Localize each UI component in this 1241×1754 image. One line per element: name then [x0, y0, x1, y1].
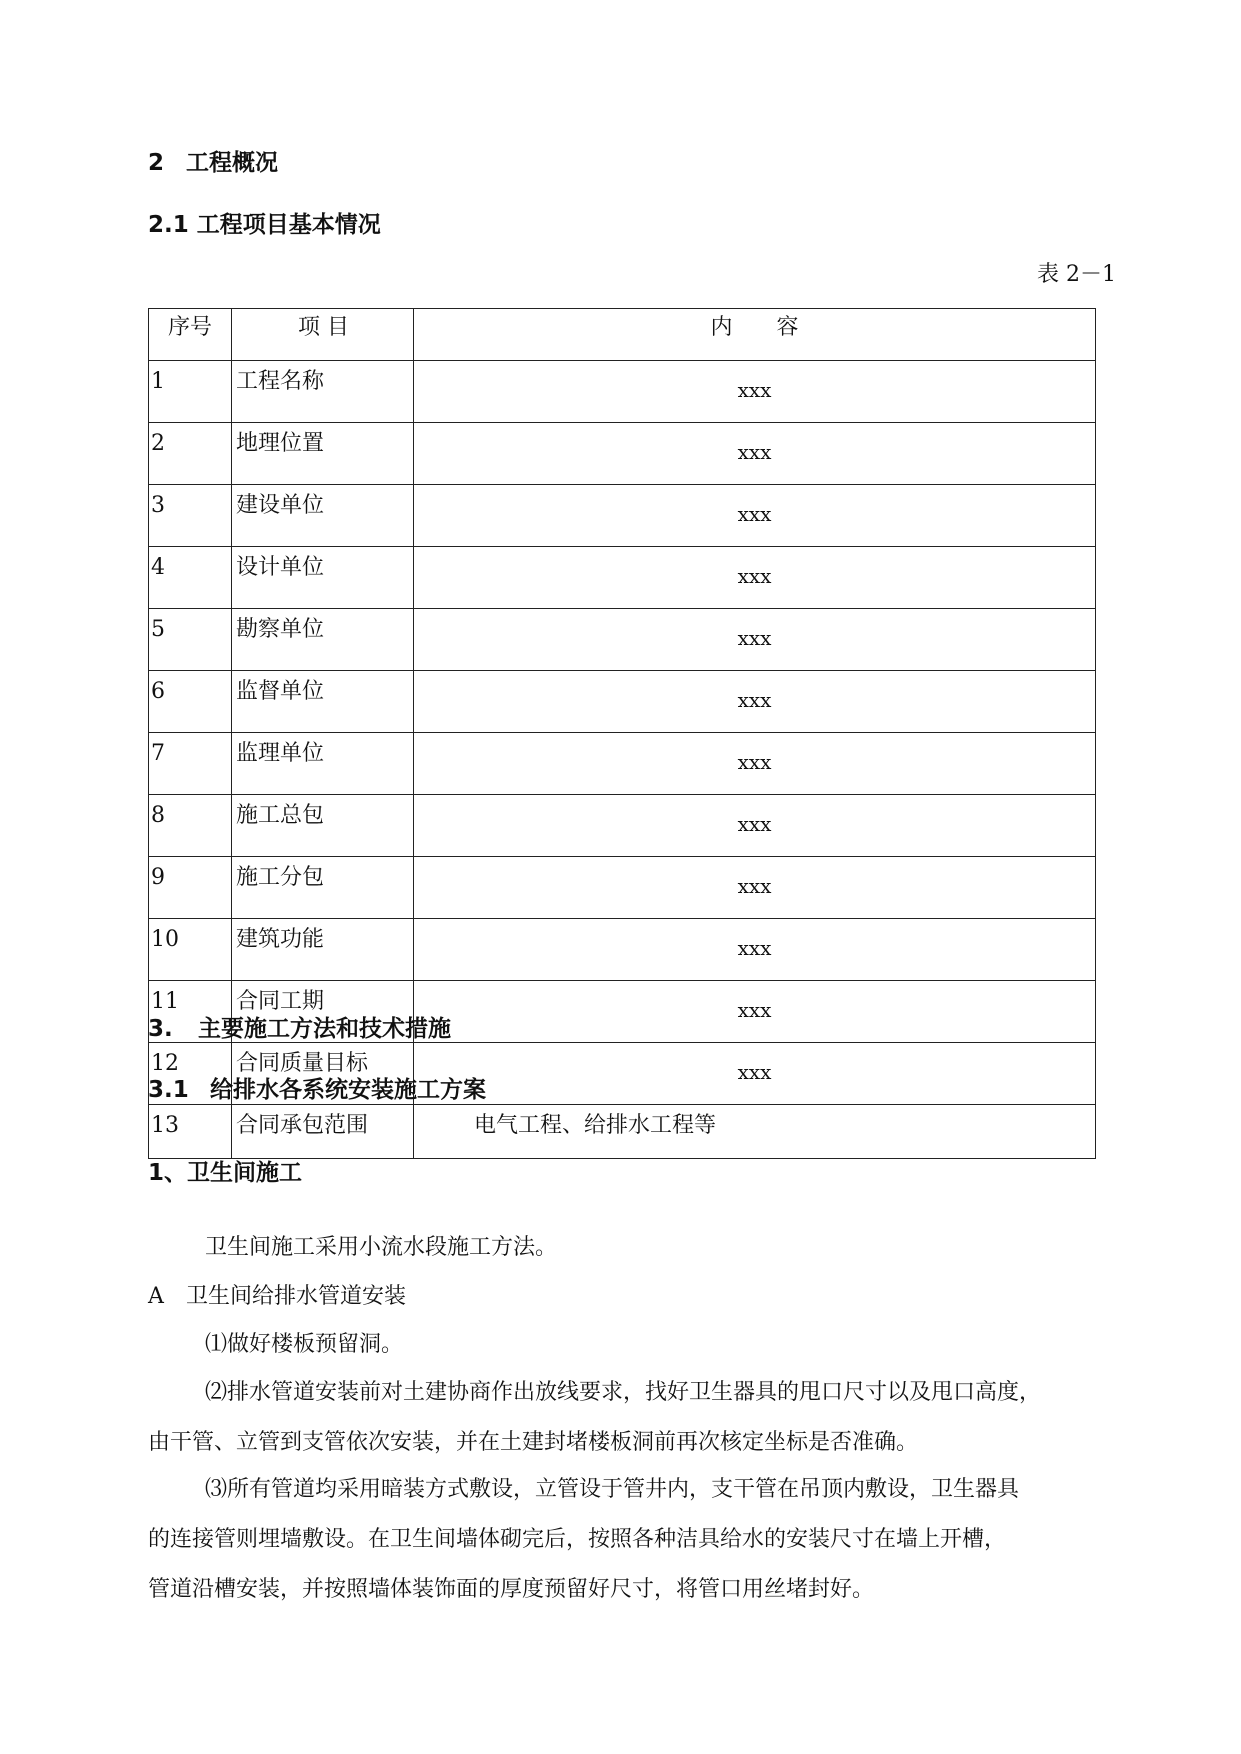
row-index-cell: 12	[149, 1043, 232, 1105]
section-2-heading	[148, 148, 278, 178]
table-header-row	[149, 309, 1096, 361]
section-title: 给排水各系统安装施工方案	[210, 1077, 486, 1103]
section-3-heading	[148, 1014, 451, 1044]
row-index-cell: 9	[149, 857, 232, 919]
section-title: 工程概况	[186, 150, 278, 176]
row-index-cell: 13	[149, 1105, 232, 1159]
item-2-paragraph	[148, 1368, 1118, 1468]
part-a-heading	[148, 1282, 406, 1312]
item-1-paragraph: ⑴做好楼板预留洞。	[205, 1332, 404, 1357]
row-index-cell: 4	[149, 547, 232, 609]
table-row	[149, 919, 1096, 981]
paragraph-line: ⑶所有管道均采用暗装方式敷设，立管设于管井内，支干管在吊顶内敷设，卫生器具	[205, 1477, 1020, 1502]
table-row	[149, 485, 1096, 547]
row-index-cell: 10	[149, 919, 232, 981]
section-number: 3.1	[148, 1077, 189, 1103]
row-content-cell: xxx	[414, 671, 1096, 733]
section-2-1-heading: 2.1 工程项目基本情况	[148, 212, 381, 238]
row-item-cell: 合同质量目标	[232, 1043, 414, 1105]
header-cell-item: 项 目	[232, 309, 414, 361]
row-item-cell: 监督单位	[232, 671, 414, 733]
paragraph-line: 的连接管则埋墙敷设。在卫生间墙体砌完后，按照各种洁具给水的安装尺寸在墙上开槽，	[148, 1527, 1007, 1552]
section-number: 3.	[148, 1016, 173, 1042]
row-index-cell: 1	[149, 361, 232, 423]
table-row	[149, 1105, 1096, 1159]
table-row	[149, 795, 1096, 857]
row-item-cell: 地理位置	[232, 423, 414, 485]
header-cell-index: 序号	[149, 309, 232, 361]
row-content-cell: xxx	[414, 919, 1096, 981]
row-item-cell: 建设单位	[232, 485, 414, 547]
table-row	[149, 671, 1096, 733]
row-index-cell: 2	[149, 423, 232, 485]
row-content-cell: 电气工程、给排水工程等	[414, 1105, 1096, 1159]
table-row	[149, 609, 1096, 671]
table-row	[149, 733, 1096, 795]
paragraph-line: 由干管、立管到支管依次安装，并在土建封堵楼板洞前再次核定坐标是否准确。	[148, 1430, 919, 1455]
paragraph-line: ⑵排水管道安装前对土建协商作出放线要求，找好卫生器具的甩口尺寸以及甩口高度，	[205, 1380, 1042, 1405]
part-a-label: A	[148, 1284, 164, 1309]
row-content-cell: xxx	[414, 981, 1096, 1043]
row-content-cell: xxx	[414, 609, 1096, 671]
row-index-cell: 8	[149, 795, 232, 857]
row-content-cell: xxx	[414, 485, 1096, 547]
row-index-cell: 3	[149, 485, 232, 547]
table-row	[149, 423, 1096, 485]
item-3-paragraph	[148, 1465, 1118, 1615]
row-content-cell: xxx	[414, 795, 1096, 857]
row-item-cell: 施工总包	[232, 795, 414, 857]
row-content-cell: xxx	[414, 1043, 1096, 1105]
row-index-cell: 11	[149, 981, 232, 1043]
row-content-cell: xxx	[414, 547, 1096, 609]
section-3-1-heading	[148, 1075, 486, 1105]
row-content-cell: xxx	[414, 857, 1096, 919]
row-content-cell: xxx	[414, 423, 1096, 485]
paragraph-line: 管道沿槽安装，并按照墙体装饰面的厚度预留好尺寸，将管口用丝堵封好。	[148, 1577, 875, 1602]
row-item-cell: 合同工期	[232, 981, 414, 1043]
header-cell-content: 内 容	[414, 309, 1096, 361]
table-caption: 表 2－1	[1037, 262, 1116, 287]
row-item-cell: 勘察单位	[232, 609, 414, 671]
table-row	[149, 547, 1096, 609]
table-row	[149, 361, 1096, 423]
subsection-1-heading: 1、卫生间施工	[148, 1160, 303, 1186]
row-content-cell: xxx	[414, 733, 1096, 795]
part-a-title: 卫生间给排水管道安装	[186, 1284, 407, 1309]
intro-paragraph: 卫生间施工采用小流水段施工方法。	[205, 1235, 558, 1260]
row-item-cell: 建筑功能	[232, 919, 414, 981]
row-index-cell: 5	[149, 609, 232, 671]
row-item-cell: 合同承包范围	[232, 1105, 414, 1159]
row-index-cell: 7	[149, 733, 232, 795]
section-number: 2	[148, 150, 165, 176]
row-item-cell: 监理单位	[232, 733, 414, 795]
section-title: 主要施工方法和技术措施	[198, 1016, 451, 1042]
row-item-cell: 施工分包	[232, 857, 414, 919]
row-item-cell: 设计单位	[232, 547, 414, 609]
row-item-cell: 工程名称	[232, 361, 414, 423]
table-row	[149, 857, 1096, 919]
row-content-cell: xxx	[414, 361, 1096, 423]
row-index-cell: 6	[149, 671, 232, 733]
